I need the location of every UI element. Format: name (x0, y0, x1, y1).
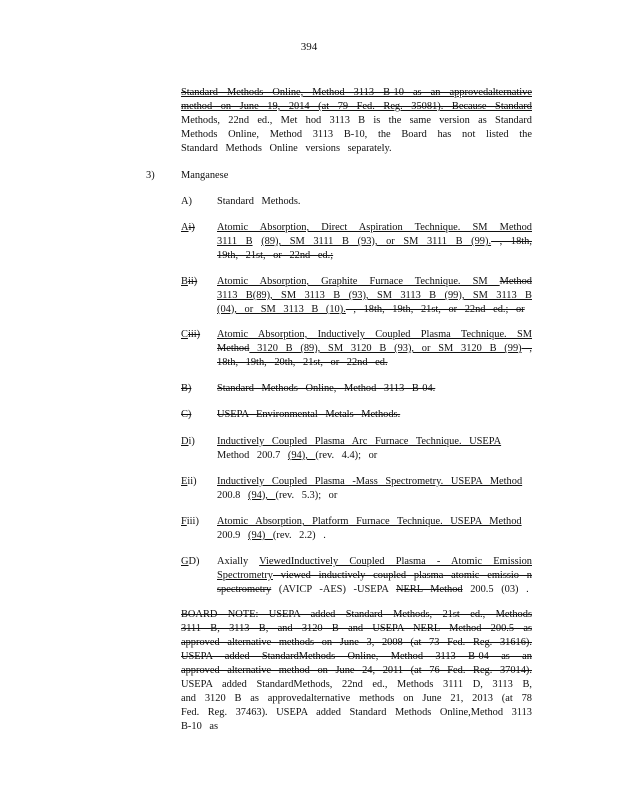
subitem-text-ciii: Atomic Absorption, Inductively Coupled Plasma Technique. SM Method 3120 B (89), SM 3120 B (93), or SM 3120 B (99) , 18th, 19th, 20th, 21st, or 22nd ed. (217, 329, 532, 368)
subitem-text-bii: Atomic Absorption, Graphite Furnace Technique. SM Method 3113 B(89), SM 3113 B (93), SM 3113 B (99), SM 3113 B (04), or SM 3113 B (10). , 18th, 19th, 21st, or 22nd ed.; or (217, 276, 532, 315)
deleted-letter-c: C) (181, 409, 192, 420)
subitem-letter-ai: Ai) (181, 222, 195, 233)
subitem-text-eii: Inductively Coupled Plasma -Mass Spectrometry. USEPA Method 200.8 (94), (rev. 5.3); or (217, 476, 523, 501)
subitem-text-gd: Axially ViewedInductively Coupled Plasma - Atomic Emission Spectrometry viewed inductively coupled plasma atomic emissio n spectrometry (AVICP -AES) -USEPA NERL Method 200.5 (03) . (217, 556, 532, 595)
subitem-letter-bii: Bii) (181, 276, 198, 287)
deleted-letter-b: B) (181, 383, 192, 394)
subitem-letter-ciii: Ciii) (181, 329, 201, 340)
subitem-text-fiii: Atomic Absorption, Platform Furnace Technique. USEPA Method 200.9 (94) (rev. 2.2) . (217, 516, 522, 541)
subitem-text-di: Inductively Coupled Plasma Arc Furnace Technique. USEPA Method 200.7 (94), (rev. 4.4); or (217, 436, 502, 461)
subitem-text-a: Standard Methods. (217, 196, 301, 207)
deleted-text-c: USEPA Environmental Metals Methods. (217, 409, 401, 420)
page-number: 394 (300, 41, 318, 53)
deleted-text-b: Standard Methods Online, Method 3113 B-04. (217, 383, 436, 394)
board-note-text: USEPA added StandardMethods, 22nd ed., Methods 3111 D, 3113 B, and 3120 B as approvedalternative methods on June 21, 2013 (at 78 Fed. Reg. 37463). USEPA added Standard Methods Online,Method 3113 B-10 as (181, 679, 532, 732)
intro-paragraph (181, 86, 532, 156)
subitem-letter-fiii: Fiii) (181, 516, 199, 527)
item-number: 3) (146, 170, 155, 181)
board-note (181, 608, 532, 734)
intro-struck-text: Standard Methods Online, Method 3113 B-10 as an approvedalternative method on June 19, 2014 (at 79 Fed. Reg. 35081). Because Standard (181, 87, 532, 112)
subitem-text-ai: Atomic Absorption, Direct Aspiration Technique. SM Method 3111 B (89), SM 3111 B (93), or SM 3111 B (99). , 18th, 19th, 21st, or 22nd ed.; (217, 222, 532, 261)
subitem-letter-di: Di) (181, 436, 195, 447)
subitem-letter-eii: Eii) (181, 476, 197, 487)
intro-text: Methods, 22nd ed., Met hod 3113 B is the same version as Standard Methods Online, Method 3113 B-10, the Board has not listed the Standard Methods Online versions separately. (181, 115, 532, 154)
board-note-struck: BOARD NOTE: USEPA added Standard Methods, 21st ed., Methods 3111 B, 3113 B, and 3120 B and USEPA NERL Method 200.5 as approved alternative methods on June 3, 2008 (at 73 Fed. Reg. 31616). USEPA added StandardMethods Online, Method 3113 B-04 as an approved alternative method on June 24, 2011 (at 76 Fed. Reg. 37014). (181, 609, 532, 676)
subitem-letter-gd: GD) (181, 556, 200, 567)
item-title: Manganese (181, 170, 229, 181)
subitem-letter-a: A) (181, 196, 192, 207)
